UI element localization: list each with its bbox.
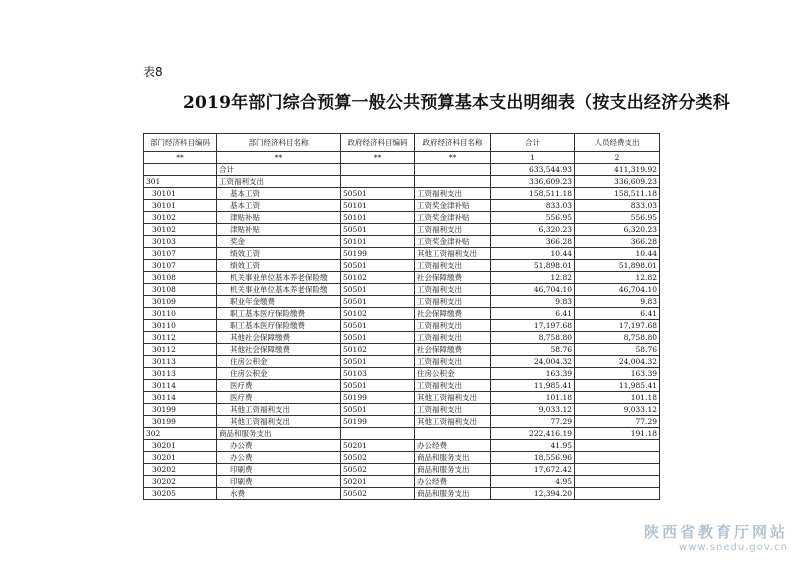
cell-dept-name: 合计 <box>217 164 341 176</box>
cell-gov-code <box>341 176 415 188</box>
cell-total: 41.95 <box>491 440 575 452</box>
table-row <box>144 380 660 392</box>
cell-dept-code: 30102 <box>144 212 217 224</box>
cell-gov-code: 50102 <box>341 272 415 284</box>
cell-personnel: 77.29 <box>575 416 660 428</box>
cell-dept-name: 绩效工资 <box>217 248 341 260</box>
cell-personnel: 6.41 <box>575 308 660 320</box>
cell-total: 24,004.32 <box>491 356 575 368</box>
cell-total: 12,394.20 <box>491 488 575 500</box>
cell-gov-name: 工资福利支出 <box>415 224 491 236</box>
cell-gov-code: 50501 <box>341 260 415 272</box>
cell-gov-code: 50199 <box>341 416 415 428</box>
cell-gov-name: 其他工资福利支出 <box>415 248 491 260</box>
table-row <box>144 248 660 260</box>
table-row <box>144 176 660 188</box>
cell-dept-code: 30201 <box>144 440 217 452</box>
cell-total: 10.44 <box>491 248 575 260</box>
cell-personnel <box>575 476 660 488</box>
cell-dept-code: 302 <box>144 428 217 440</box>
cell-personnel <box>575 464 660 476</box>
cell-dept-code: 30110 <box>144 320 217 332</box>
header-personnel: 人员经费支出 <box>575 134 660 152</box>
cell-gov-code: 50102 <box>341 344 415 356</box>
cell-total: 366.28 <box>491 236 575 248</box>
cell-dept-code: 30199 <box>144 416 217 428</box>
cell-gov-name <box>415 176 491 188</box>
cell-gov-name: 社会保障缴费 <box>415 308 491 320</box>
cell-dept-code: 30110 <box>144 308 217 320</box>
cell-personnel: 9,033.12 <box>575 404 660 416</box>
cell-dept-name: 印刷费 <box>217 464 341 476</box>
cell-gov-name: 工资福利支出 <box>415 404 491 416</box>
cell-dept-name: 津贴补贴 <box>217 212 341 224</box>
cell-personnel: 336,609.23 <box>575 176 660 188</box>
watermark-url: www.snedu.gov.cn <box>679 542 788 553</box>
cell-gov-code: 50502 <box>341 452 415 464</box>
cell-dept-code: 30108 <box>144 284 217 296</box>
cell-gov-name: 工资福利支出 <box>415 320 491 332</box>
cell-dept-code: 30108 <box>144 272 217 284</box>
cell-dept-name: 医疗费 <box>217 380 341 392</box>
cell-dept-name: 办公费 <box>217 440 341 452</box>
cell-gov-name: 工资奖金津补贴 <box>415 212 491 224</box>
cell-dept-code: 30107 <box>144 248 217 260</box>
table-row <box>144 260 660 272</box>
cell-dept-name: 水费 <box>217 488 341 500</box>
cell-dept-name: 职业年金缴费 <box>217 296 341 308</box>
cell-personnel: 24,004.32 <box>575 356 660 368</box>
cell-gov-code: 50101 <box>341 200 415 212</box>
cell-dept-name: 工资福利支出 <box>217 176 341 188</box>
cell-personnel: 411,319.92 <box>575 164 660 176</box>
budget-table <box>143 133 660 500</box>
cell-total: 11,985.41 <box>491 380 575 392</box>
cell-dept-code: 30101 <box>144 188 217 200</box>
cell-dept-name: 住房公积金 <box>217 356 341 368</box>
cell-dept-code: 30114 <box>144 380 217 392</box>
cell-gov-name: 工资福利支出 <box>415 380 491 392</box>
table-row <box>144 428 660 440</box>
cell-total: 4.95 <box>491 476 575 488</box>
cell-gov-name: 工资奖金津补贴 <box>415 236 491 248</box>
cell-gov-code: 50201 <box>341 440 415 452</box>
cell-gov-name: 工资福利支出 <box>415 284 491 296</box>
table-row <box>144 296 660 308</box>
cell-gov-name: 办公经费 <box>415 476 491 488</box>
cell-gov-code: 50501 <box>341 404 415 416</box>
table-row <box>144 416 660 428</box>
table-row <box>144 332 660 344</box>
cell-personnel: 6,320.23 <box>575 224 660 236</box>
column-marker-row <box>144 152 660 164</box>
table-row <box>144 212 660 224</box>
cell-gov-code: 50501 <box>341 320 415 332</box>
cell-dept-name: 医疗费 <box>217 392 341 404</box>
cell-dept-name: 其他社会保障缴费 <box>217 344 341 356</box>
cell-dept-name: 住房公积金 <box>217 368 341 380</box>
cell-gov-name: 工资奖金津补贴 <box>415 200 491 212</box>
cell-dept-code: 30107 <box>144 260 217 272</box>
cell-personnel: 51,898.01 <box>575 260 660 272</box>
cell-gov-name <box>415 428 491 440</box>
cell-dept-name: 其他社会保障缴费 <box>217 332 341 344</box>
cell-gov-code: 50502 <box>341 464 415 476</box>
cell-gov-name: 工资福利支出 <box>415 296 491 308</box>
cell-dept-code: 30205 <box>144 488 217 500</box>
cell-gov-code: 50199 <box>341 248 415 260</box>
cell-gov-code <box>341 164 415 176</box>
cell-gov-code: 50101 <box>341 212 415 224</box>
table-row <box>144 368 660 380</box>
cell-total: 18,556.96 <box>491 452 575 464</box>
cell-gov-name: 商品和服务支出 <box>415 452 491 464</box>
site-watermark <box>644 521 788 553</box>
cell-personnel: 833.03 <box>575 200 660 212</box>
cell-personnel: 191.18 <box>575 428 660 440</box>
table-row <box>144 356 660 368</box>
cell-dept-code: 30113 <box>144 368 217 380</box>
cell-personnel: 101.18 <box>575 392 660 404</box>
cell-gov-name: 商品和服务支出 <box>415 464 491 476</box>
table-label: 表8 <box>143 65 163 79</box>
table-row <box>144 404 660 416</box>
cell-gov-name: 商品和服务支出 <box>415 488 491 500</box>
cell-dept-code: 30114 <box>144 392 217 404</box>
cell-dept-name: 其他工资福利支出 <box>217 404 341 416</box>
cell-total: 46,704.10 <box>491 284 575 296</box>
cell-total: 17,672.42 <box>491 464 575 476</box>
cell-total: 158,511.18 <box>491 188 575 200</box>
cell-dept-name: 机关事业单位基本养老保险缴 <box>217 284 341 296</box>
table-row <box>144 188 660 200</box>
cell-total: 101.18 <box>491 392 575 404</box>
cell-dept-name: 职工基本医疗保险缴费 <box>217 320 341 332</box>
cell-total: 12.82 <box>491 272 575 284</box>
cell-dept-code: 30102 <box>144 224 217 236</box>
cell-personnel: 8,758.80 <box>575 332 660 344</box>
cell-total: 222,416.19 <box>491 428 575 440</box>
cell-dept-name: 印刷费 <box>217 476 341 488</box>
document-title: 2019年部门综合预算一般公共预算基本支出明细表（按支出经济分类科 <box>183 93 730 113</box>
cell-total: 6,320.23 <box>491 224 575 236</box>
cell-total: 77.29 <box>491 416 575 428</box>
cell-gov-code: 50501 <box>341 356 415 368</box>
cell-dept-name: 其他工资福利支出 <box>217 416 341 428</box>
cell-gov-name: 工资福利支出 <box>415 188 491 200</box>
cell-total: 17,197.68 <box>491 320 575 332</box>
cell-total: 9.83 <box>491 296 575 308</box>
table-row <box>144 440 660 452</box>
table-row <box>144 344 660 356</box>
cell-total: 633,544.93 <box>491 164 575 176</box>
cell-gov-name: 社会保障缴费 <box>415 272 491 284</box>
cell-personnel: 9.83 <box>575 296 660 308</box>
cell-total: 58.76 <box>491 344 575 356</box>
header-gov-name: 政府经济科目名称 <box>415 134 491 152</box>
table-row <box>144 308 660 320</box>
cell-personnel <box>575 452 660 464</box>
cell-personnel: 12.82 <box>575 272 660 284</box>
marker-cell: ** <box>415 152 491 164</box>
cell-gov-code <box>341 428 415 440</box>
cell-gov-name: 工资福利支出 <box>415 260 491 272</box>
table-row <box>144 464 660 476</box>
cell-gov-code: 50102 <box>341 308 415 320</box>
cell-total: 51,898.01 <box>491 260 575 272</box>
cell-gov-code: 50501 <box>341 284 415 296</box>
cell-dept-name: 奖金 <box>217 236 341 248</box>
cell-total: 6.41 <box>491 308 575 320</box>
cell-gov-code: 50501 <box>341 296 415 308</box>
marker-cell: ** <box>217 152 341 164</box>
cell-dept-code: 30202 <box>144 476 217 488</box>
table-row <box>144 272 660 284</box>
cell-gov-code: 50501 <box>341 332 415 344</box>
cell-gov-code: 50501 <box>341 188 415 200</box>
cell-dept-code: 30201 <box>144 452 217 464</box>
cell-dept-code: 30109 <box>144 296 217 308</box>
cell-gov-name: 办公经费 <box>415 440 491 452</box>
cell-dept-code: 30112 <box>144 332 217 344</box>
cell-dept-name: 办公费 <box>217 452 341 464</box>
table-header-row <box>144 134 660 152</box>
header-total: 合计 <box>491 134 575 152</box>
cell-dept-name: 绩效工资 <box>217 260 341 272</box>
cell-gov-code: 50199 <box>341 392 415 404</box>
cell-personnel: 46,704.10 <box>575 284 660 296</box>
cell-personnel: 556.95 <box>575 212 660 224</box>
cell-personnel: 11,985.41 <box>575 380 660 392</box>
cell-personnel: 163.39 <box>575 368 660 380</box>
cell-gov-code: 50103 <box>341 368 415 380</box>
cell-total: 163.39 <box>491 368 575 380</box>
cell-gov-name: 住房公积金 <box>415 368 491 380</box>
table-row <box>144 236 660 248</box>
marker-cell: ** <box>341 152 415 164</box>
table-row <box>144 224 660 236</box>
table-row <box>144 284 660 296</box>
cell-dept-name: 基本工资 <box>217 188 341 200</box>
cell-gov-name: 其他工资福利支出 <box>415 416 491 428</box>
cell-dept-code: 30199 <box>144 404 217 416</box>
marker-cell: 2 <box>575 152 660 164</box>
cell-dept-name: 职工基本医疗保险缴费 <box>217 308 341 320</box>
cell-gov-name: 工资福利支出 <box>415 356 491 368</box>
watermark-name: 陕西省教育厅网站 <box>643 523 788 541</box>
cell-gov-name <box>415 164 491 176</box>
table-row <box>144 392 660 404</box>
cell-dept-name: 基本工资 <box>217 200 341 212</box>
cell-dept-code <box>144 164 217 176</box>
cell-dept-code: 30103 <box>144 236 217 248</box>
cell-personnel <box>575 488 660 500</box>
table-row <box>144 488 660 500</box>
table-row <box>144 200 660 212</box>
table-row <box>144 452 660 464</box>
cell-personnel: 17,197.68 <box>575 320 660 332</box>
cell-gov-code: 50101 <box>341 236 415 248</box>
table-row <box>144 320 660 332</box>
cell-total: 9,033.12 <box>491 404 575 416</box>
cell-gov-code: 50502 <box>341 488 415 500</box>
cell-total: 8,758.80 <box>491 332 575 344</box>
cell-dept-name: 商品和服务支出 <box>217 428 341 440</box>
cell-gov-code: 50501 <box>341 224 415 236</box>
cell-dept-code: 30112 <box>144 344 217 356</box>
header-gov-code: 政府经济科目编码 <box>341 134 415 152</box>
cell-gov-code: 50201 <box>341 476 415 488</box>
cell-personnel: 58.76 <box>575 344 660 356</box>
cell-total: 556.95 <box>491 212 575 224</box>
marker-cell: ** <box>144 152 217 164</box>
cell-gov-name: 其他工资福利支出 <box>415 392 491 404</box>
cell-dept-code: 30101 <box>144 200 217 212</box>
cell-dept-code: 30202 <box>144 464 217 476</box>
cell-personnel: 10.44 <box>575 248 660 260</box>
header-dept-code: 部门经济科目编码 <box>144 134 217 152</box>
cell-gov-name: 社会保障缴费 <box>415 344 491 356</box>
header-dept-name: 部门经济科目名称 <box>217 134 341 152</box>
cell-total: 336,609.23 <box>491 176 575 188</box>
cell-dept-name: 机关事业单位基本养老保险缴 <box>217 272 341 284</box>
cell-dept-code: 30113 <box>144 356 217 368</box>
table-row <box>144 476 660 488</box>
cell-total: 833.03 <box>491 200 575 212</box>
cell-personnel: 158,511.18 <box>575 188 660 200</box>
cell-dept-code: 301 <box>144 176 217 188</box>
table-row <box>144 164 660 176</box>
marker-cell: 1 <box>491 152 575 164</box>
cell-personnel: 366.28 <box>575 236 660 248</box>
cell-personnel <box>575 440 660 452</box>
cell-gov-code: 50501 <box>341 380 415 392</box>
cell-dept-name: 津贴补贴 <box>217 224 341 236</box>
cell-gov-name: 工资福利支出 <box>415 332 491 344</box>
